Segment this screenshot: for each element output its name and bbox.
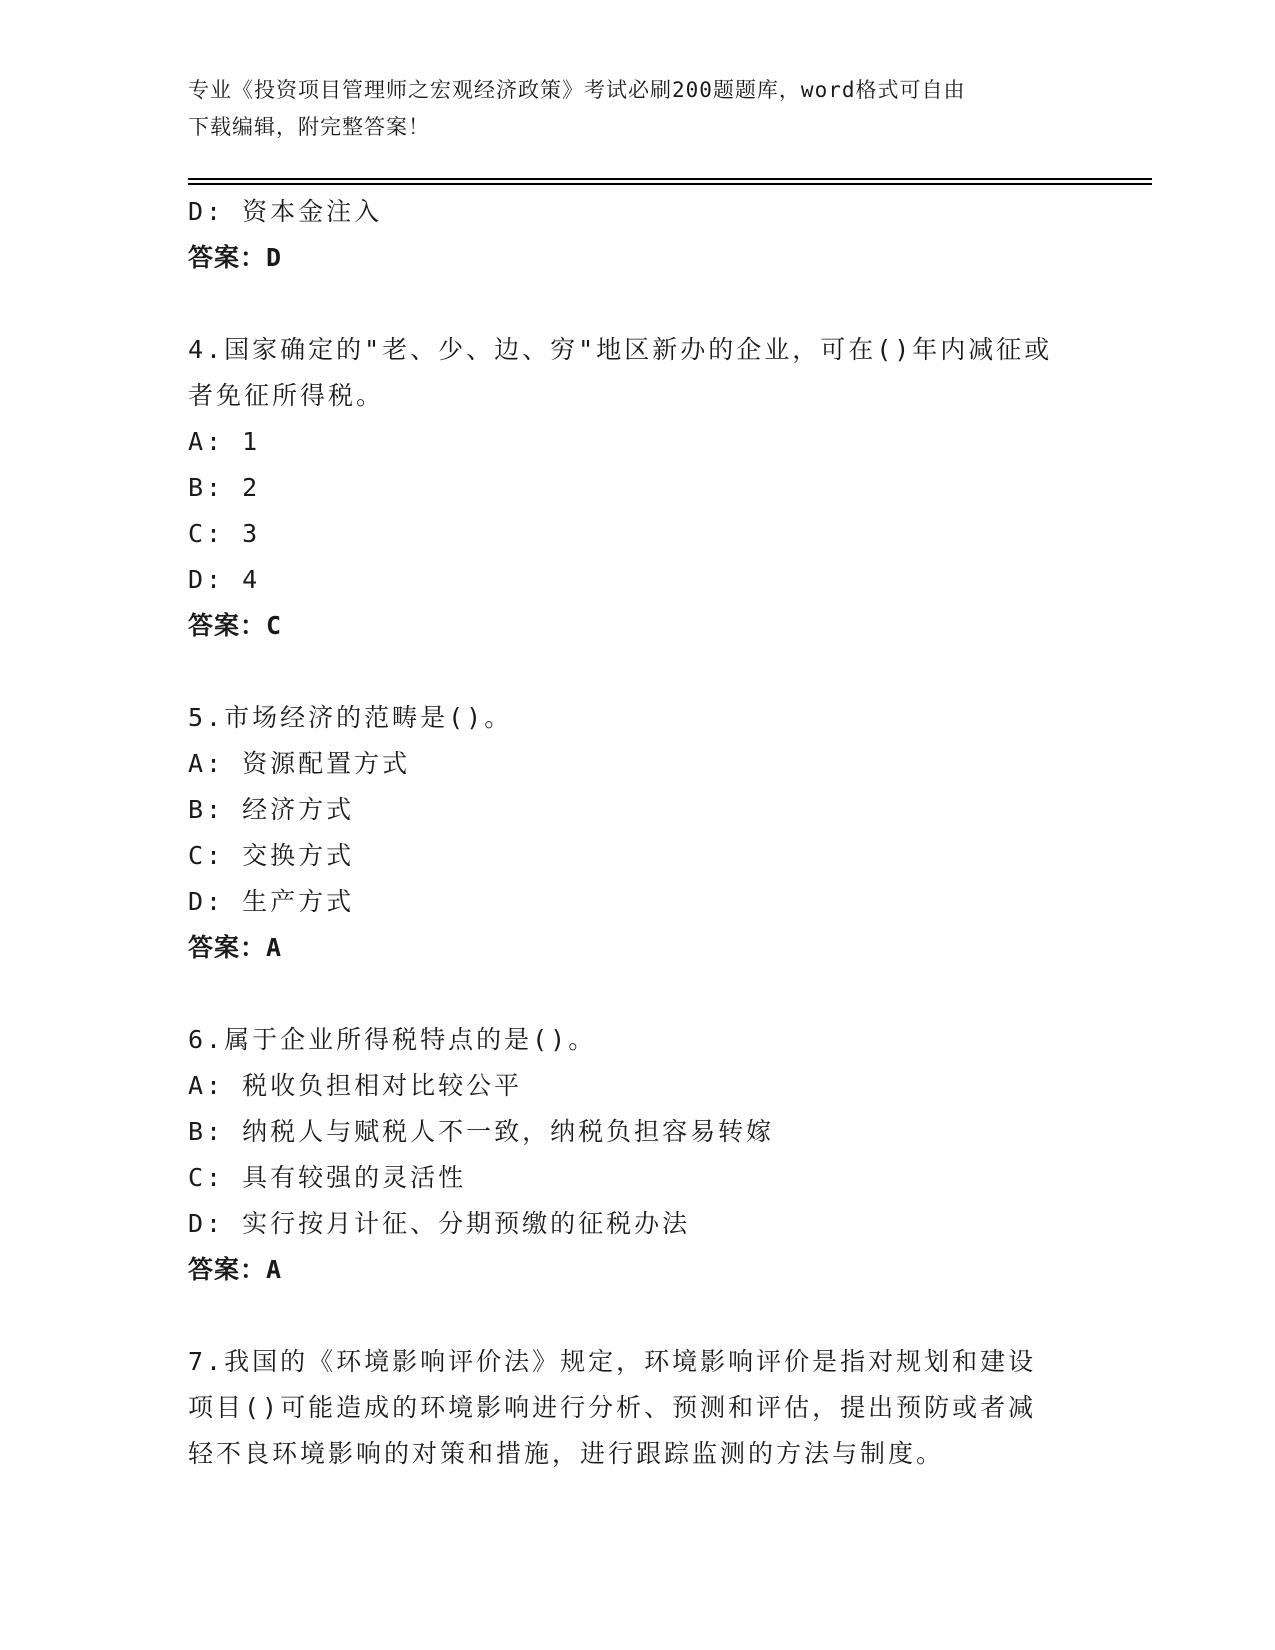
question-stem-line: 5.市场经济的范畴是()。: [188, 703, 513, 732]
option-d: D: 实行按月计征、分期预缴的征税办法: [188, 1209, 691, 1238]
q3-answer: 答案：D: [188, 243, 283, 272]
header-line-2: 下载编辑，附完整答案！: [188, 115, 430, 139]
question-5: [188, 695, 1068, 971]
option-a: A: 1: [188, 427, 261, 456]
option-a: A: 税收负担相对比较公平: [188, 1071, 523, 1100]
header-line-1: 专业《投资项目管理师之宏观经济政策》考试必刷200题题库，word格式可自由: [188, 78, 966, 102]
question-6: [188, 1017, 1068, 1293]
q3-option-d: D: 资本金注入: [188, 197, 383, 226]
question-content: [188, 189, 1068, 1477]
spacer: [188, 971, 1068, 1017]
option-c: C: 具有较强的灵活性: [188, 1163, 467, 1192]
answer: 答案：C: [188, 611, 283, 640]
question-stem-line: 项目()可能造成的环境影响进行分析、预测和评估，提出预防或者减: [188, 1393, 1037, 1422]
question-stem-line: 轻不良环境影响的对策和措施，进行跟踪监测的方法与制度。: [188, 1439, 945, 1468]
question-stem-line: 7.我国的《环境影响评价法》规定，环境影响评价是指对规划和建设: [188, 1347, 1037, 1376]
option-d: D: 4: [188, 565, 261, 594]
question-7: [188, 1339, 1068, 1477]
spacer: [188, 1293, 1068, 1339]
spacer: [188, 281, 1068, 327]
question-4: [188, 327, 1068, 649]
header-rule-top: [188, 178, 1152, 180]
option-c: C: 交换方式: [188, 841, 355, 870]
question-stem-line: 者免征所得税。: [188, 381, 385, 410]
question-stem-line: 6.属于企业所得税特点的是()。: [188, 1025, 597, 1054]
question-stem-line: 4.国家确定的"老、少、边、穷"地区新办的企业，可在()年内减征或: [188, 335, 1053, 364]
option-b: B: 2: [188, 473, 261, 502]
answer: 答案：A: [188, 1255, 283, 1284]
option-b: B: 经济方式: [188, 795, 355, 824]
option-b: B: 纳税人与赋税人不一致，纳税负担容易转嫁: [188, 1117, 775, 1146]
answer: 答案：A: [188, 933, 283, 962]
spacer: [188, 649, 1068, 695]
header-rule-bottom: [188, 183, 1152, 185]
option-d: D: 生产方式: [188, 887, 355, 916]
option-c: C: 3: [188, 519, 261, 548]
page-header: [188, 72, 1068, 146]
option-a: A: 资源配置方式: [188, 749, 411, 778]
